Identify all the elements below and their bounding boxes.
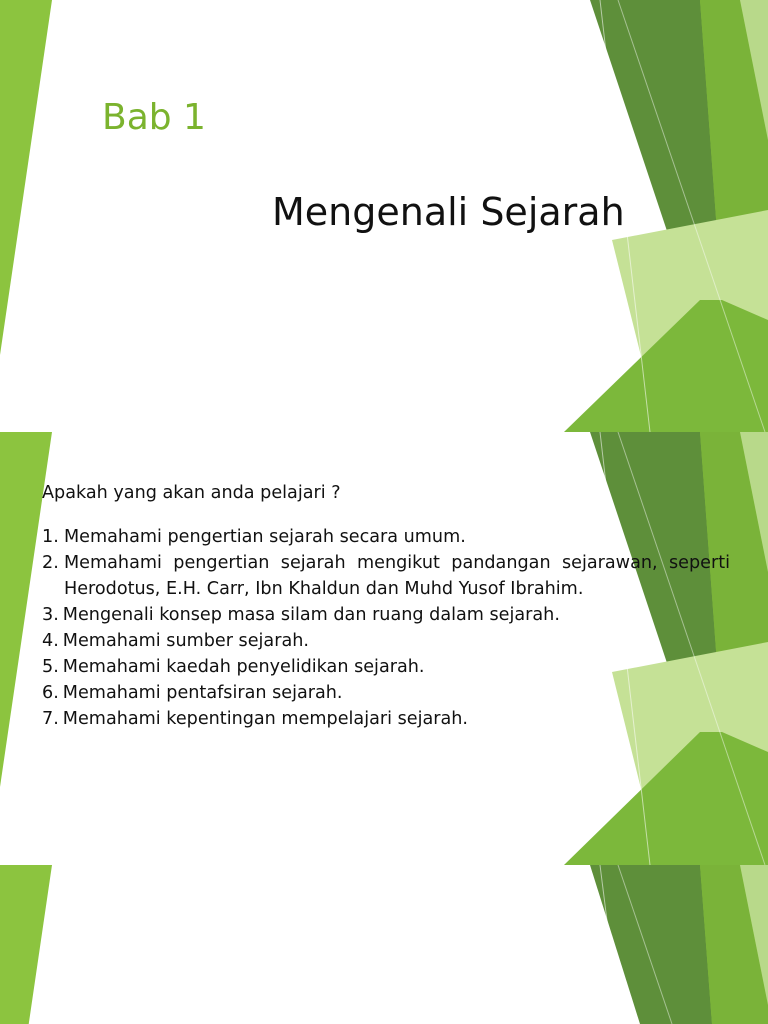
- chapter-label: Bab 1: [102, 97, 206, 138]
- objectives-content: [42, 480, 730, 732]
- item-number: 2.: [42, 553, 59, 573]
- item-text: Mengenali konsep masa silam dan ruang dalam sejarah.: [62, 605, 560, 625]
- title-slide: [0, 0, 768, 432]
- item-number: 7.: [42, 709, 59, 729]
- item-number: 4.: [42, 631, 59, 651]
- slide-title: Mengenali Sejarah: [272, 190, 625, 234]
- item-number: 1.: [42, 527, 59, 547]
- right-dark-chevron: [590, 865, 712, 1024]
- item-text: Memahami sumber sejarah.: [62, 631, 309, 651]
- item-text: Memahami kaedah penyelidikan sejarah.: [62, 657, 425, 677]
- item-text: Memahami pengertian sejarah secara umum.: [64, 527, 466, 547]
- left-green-triangle: [0, 865, 52, 1024]
- item-text: Memahami pentafsiran sejarah.: [62, 683, 343, 703]
- objectives-list: [42, 524, 730, 732]
- left-green-triangle: [0, 0, 52, 355]
- list-item: [42, 550, 730, 602]
- item-number: 5.: [42, 657, 59, 677]
- item-text: Memahami pengertian sejarah mengikut pandangan sejarawan, seperti Herodotus, E.H. Carr, Ibn Khaldun dan Muhd Yusof Ibrahim.: [64, 553, 730, 599]
- list-item: [42, 628, 730, 654]
- list-item: [42, 602, 730, 628]
- next-slide-partial: [0, 865, 768, 1024]
- list-item: [42, 524, 730, 550]
- objectives-slide: [0, 432, 768, 865]
- question-heading: Apakah yang akan anda pelajari ?: [42, 483, 341, 503]
- list-item: [42, 706, 730, 732]
- list-item: [42, 680, 730, 706]
- item-number: 6.: [42, 683, 59, 703]
- item-text: Memahami kepentingan mempelajari sejarah.: [62, 709, 468, 729]
- item-number: 3.: [42, 605, 59, 625]
- slide-background-decoration: [0, 865, 768, 1024]
- list-item: [42, 654, 730, 680]
